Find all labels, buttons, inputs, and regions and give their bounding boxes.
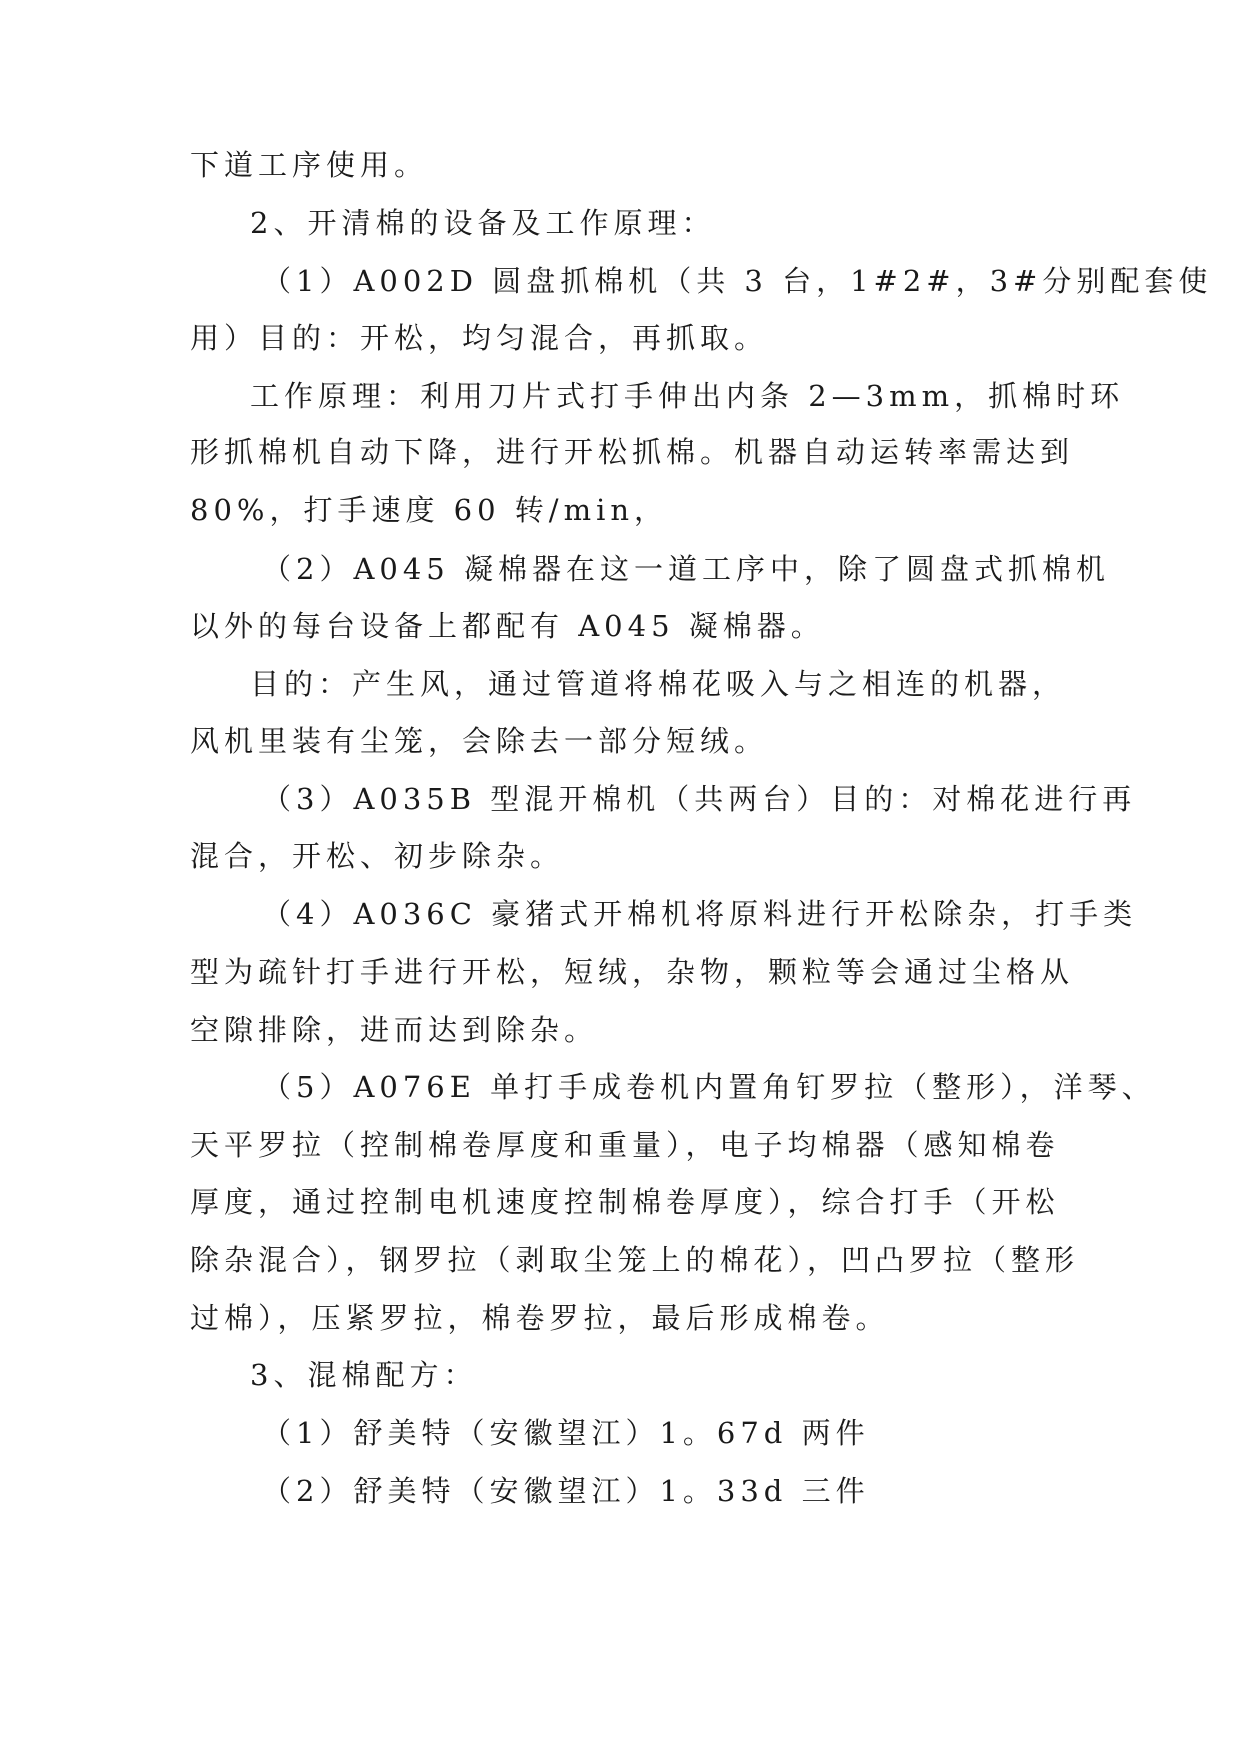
paragraph-line: 风机里装有尘笼，会除去一部分短绒。 (190, 724, 769, 758)
paragraph-line: 目的：产生风，通过管道将棉花吸入与之相连的机器， (250, 667, 1067, 701)
paragraph-line: 以外的每台设备上都配有 A045 凝棉器。 (190, 609, 825, 643)
paragraph-line: 下道工序使用。 (190, 148, 429, 182)
paragraph-line: 混合，开松、初步除杂。 (190, 839, 565, 873)
paragraph-line: 形抓棉机自动下降，进行开松抓棉。机器自动运转率需达到 (190, 435, 1075, 469)
paragraph-line: （5）A076E 单打手成卷机内置角钉罗拉（整形），洋琴、 (262, 1070, 1156, 1104)
paragraph-line: 用）目的：开松，均匀混合，再抓取。 (190, 321, 769, 355)
paragraph-line: 过棉），压紧罗拉，棉卷罗拉，最后形成棉卷。 (190, 1301, 890, 1335)
paragraph-line: （2）A045 凝棉器在这一道工序中，除了圆盘式抓棉机 (262, 552, 1110, 586)
section-heading: 3、混棉配方： (250, 1358, 478, 1392)
paragraph-line: （4）A036C 豪猪式开棉机将原料进行开松除杂，打手类 (262, 897, 1138, 931)
paragraph-line: 空隙排除，进而达到除杂。 (190, 1013, 599, 1047)
paragraph-line: 除杂混合），钢罗拉（剥取尘笼上的棉花），凹凸罗拉（整形 (190, 1243, 1080, 1277)
paragraph-line: （1）A002D 圆盘抓棉机（共 3 台，1#2#，3#分别配套使 (262, 264, 1213, 298)
paragraph-line: 80%，打手速度 60 转/min， (190, 493, 669, 527)
paragraph-line: （2）舒美特（安徽望江）1。33d 三件 (262, 1474, 870, 1508)
paragraph-line: （1）舒美特（安徽望江）1。67d 两件 (262, 1416, 870, 1450)
paragraph-line: 天平罗拉（控制棉卷厚度和重量），电子均棉器（感知棉卷 (190, 1128, 1060, 1162)
paragraph-line: 工作原理：利用刀片式打手伸出内条 2—3mm，抓棉时环 (250, 379, 1125, 413)
paragraph-line: 厚度，通过控制电机速度控制棉卷厚度），综合打手（开松 (190, 1185, 1060, 1219)
section-heading: 2、开清棉的设备及工作原理： (250, 206, 716, 240)
paragraph-line: 型为疏针打手进行开松，短绒，杂物，颗粒等会通过尘格从 (190, 955, 1075, 989)
paragraph-line: （3）A035B 型混开棉机（共两台）目的：对棉花进行再 (262, 782, 1137, 816)
